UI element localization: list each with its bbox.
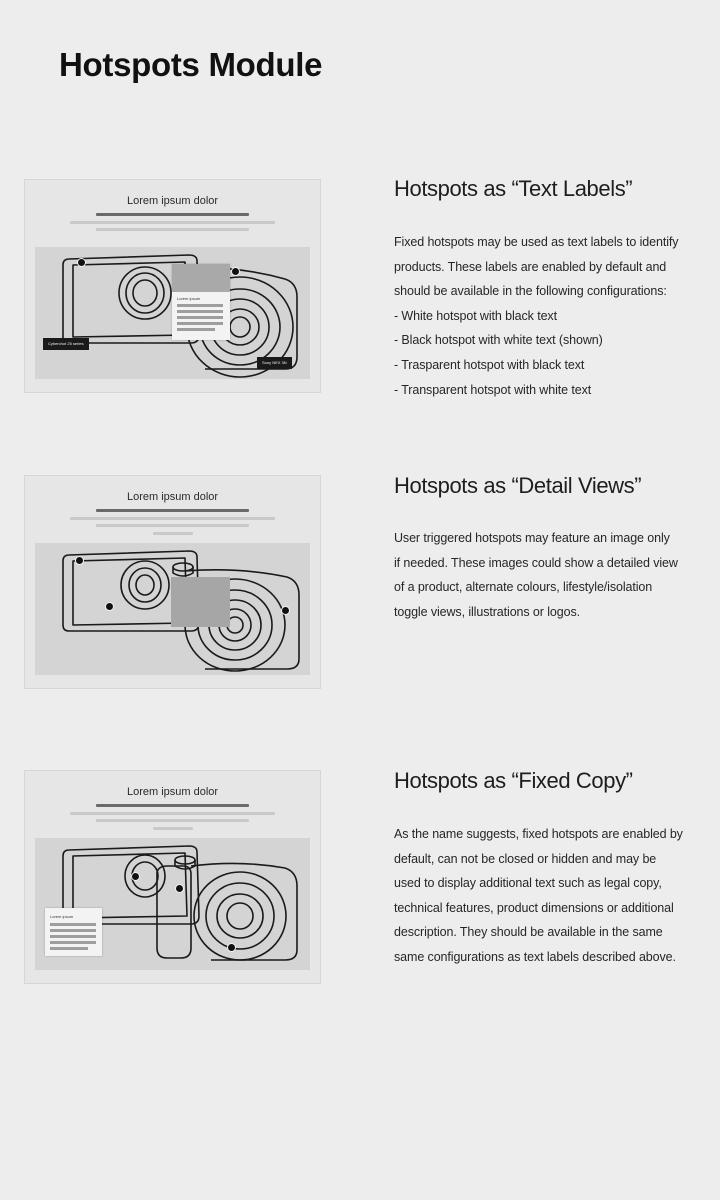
text-labels-mockup [24,179,321,393]
card-title: Lorem ipsum [177,296,201,301]
card-title: Lorem ipsum [50,914,74,919]
page-title: Hotspots Module [59,46,323,83]
hotspot-marker[interactable] [281,606,290,615]
card-text-line [50,923,96,926]
body-line: products. These labels are enabled by default and [394,259,667,274]
mockup-title: Lorem ipsum dolor [126,491,219,503]
hotspot-marker[interactable] [175,884,184,893]
card-text-line [50,935,96,938]
body-line: - Transparent hotspot with white text [394,382,592,397]
card-text-line [177,310,223,313]
product-stage [35,247,310,379]
section-heading-detail-views: Hotspots as “Detail Views” [394,473,642,498]
hotspot-text-label[interactable]: Cyberchot 25 series [43,338,89,350]
body-line: technical features, product dimensions or additional [394,900,674,915]
card-text-line [177,322,223,325]
mockup-subline [96,524,249,527]
product-stage [35,838,310,970]
card-text-line [177,304,223,307]
mockup-underline [96,213,249,216]
mockup-subline [70,517,275,520]
body-line: used to display additional text such as legal copy, [394,876,662,891]
body-line: toggle views, illustrations or logos. [394,604,580,619]
hotspot-marker[interactable] [75,556,84,565]
body-line: default, can not be closed or hidden and may be [394,851,657,866]
section-heading-fixed-copy: Hotspots as “Fixed Copy” [394,768,633,793]
hotspot-marker[interactable] [131,872,140,881]
section-heading-text-labels: Hotspots as “Text Labels” [394,176,633,201]
fixed-copy-card [45,908,102,956]
card-text-line [50,929,96,932]
body-line: - Black hotspot with white text (shown) [394,333,603,348]
body-line: - Trasparent hotspot with black text [394,357,585,372]
body-line: should be available in the following configurations: [394,284,667,299]
mockup-title: Lorem ipsum dolor [126,195,219,207]
mockup-subline [70,812,275,815]
hotspot-text-label[interactable]: Sony NEX 3N [257,357,292,369]
fixed-copy-mockup [24,770,321,984]
hotspot-popup-card [172,264,230,340]
product-stage [35,543,310,675]
hotspot-marker[interactable] [231,267,240,276]
body-line: description. They should be available in the same [394,925,663,940]
section-body-text-labels [394,230,699,402]
body-line: if needed. These images could show a detailed view [394,555,678,570]
mockup-subline [96,819,249,822]
body-line: same configurations as text labels described above. [394,949,676,964]
card-text-line [50,947,88,950]
card-image-placeholder [172,264,230,292]
card-text-line [177,328,215,331]
card-text-line [50,941,96,944]
card-text-line [177,316,223,319]
mockup-underline [96,804,249,807]
mockup-underline [96,509,249,512]
hotspot-marker[interactable] [227,943,236,952]
body-line: Fixed hotspots may be used as text labels to identify [394,235,679,249]
body-line: As the name suggests, fixed hotspots are enabled by [394,827,683,841]
mockup-subline [153,827,193,830]
mockup-subline [96,228,249,231]
body-line: - White hotspot with black text [394,308,557,323]
hotspot-marker[interactable] [105,602,114,611]
detail-view-image [171,577,230,627]
detail-views-mockup [24,475,321,689]
body-line: of a product, alternate colours, lifestyle/isolation [394,580,653,595]
section-body-fixed-copy [394,822,699,970]
mockup-subline [153,532,193,535]
hotspot-marker[interactable] [77,258,86,267]
mockup-subline [70,221,275,224]
body-line: User triggered hotspots may feature an image only [394,531,670,545]
section-body-detail-views [394,526,699,624]
mockup-title: Lorem ipsum dolor [126,786,219,798]
